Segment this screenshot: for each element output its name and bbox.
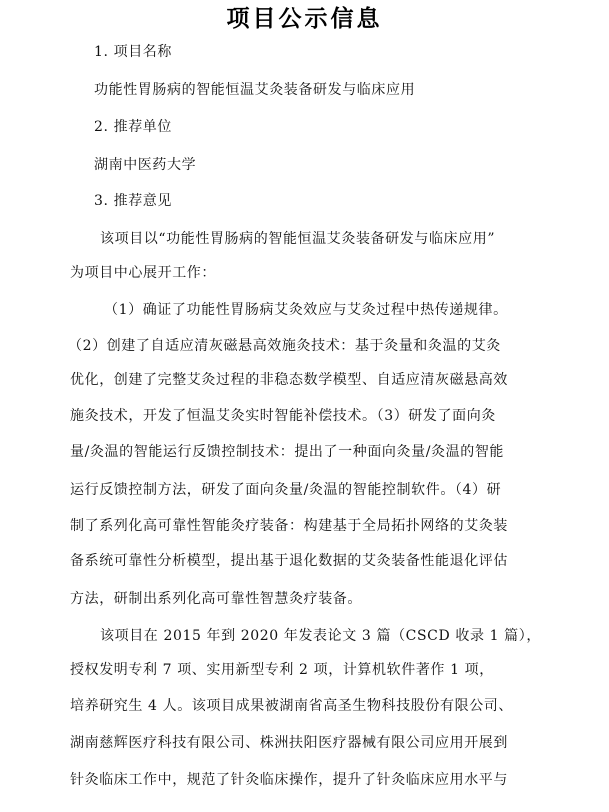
- body-line: 备系统可靠性分析模型，提出基于退化数据的艾灸装备性能退化评估: [70, 553, 508, 569]
- body-line: 该项目以“功能性胃肠病的智能恒温艾灸装备研发与临床应用”: [100, 231, 496, 247]
- body-line: 制了系列化高可靠性智能灸疗装备：构建基于全局拓扑网络的艾灸装: [70, 518, 508, 534]
- body-line: 优化，创建了完整艾灸过程的非稳态数学模型、自适应清灰磁悬高效: [70, 372, 508, 388]
- body-line: 授权发明专利 7 项、实用新型专利 2 项，计算机软件著作 1 项，: [70, 662, 494, 678]
- body-line: 该项目在 2015 年到 2020 年发表论文 3 篇（CSCD 收录 1 篇），: [100, 628, 541, 644]
- body-line: 运行反馈控制方法，研发了面向灸量/灸温的智能控制软件。（4）研: [70, 482, 502, 498]
- section-heading-project-name: 1. 项目名称: [94, 44, 173, 60]
- body-line: （1）确证了功能性胃肠病艾灸效应与艾灸过程中热传递规律。: [104, 302, 508, 318]
- body-line: 量/灸温的智能运行反馈控制技术：提出了一种面向灸量/灸温的智能: [70, 444, 505, 460]
- body-line: 针灸临床工作中，规范了针灸临床操作，提升了针灸临床应用水平与: [70, 772, 508, 788]
- section-heading-recommending-unit: 2. 推荐单位: [94, 119, 173, 135]
- section-heading-recommendation: 3. 推荐意见: [94, 193, 173, 209]
- recommending-unit-value: 湖南中医药大学: [94, 157, 197, 173]
- body-line: 施灸技术，开发了恒温艾灸实时智能补偿技术。（3）研发了面向灸: [70, 408, 496, 424]
- body-line: 方法，研制出系列化高可靠性智慧灸疗装备。: [70, 591, 362, 607]
- document-title: 项目公示信息: [226, 5, 383, 32]
- body-line: 为项目中心展开工作：: [70, 265, 216, 281]
- project-name-value: 功能性胃肠病的智能恒温艾灸装备研发与临床应用: [94, 82, 416, 98]
- body-line: （2）创建了自适应清灰磁悬高效施灸技术：基于灸量和灸温的艾灸: [68, 338, 501, 354]
- body-line: 培养研究生 4 人。该项目成果被湖南省高圣生物科技股份有限公司、: [70, 698, 514, 714]
- body-line: 湖南慈辉医疗科技有限公司、株洲扶阳医疗器械有限公司应用开展到: [70, 735, 508, 751]
